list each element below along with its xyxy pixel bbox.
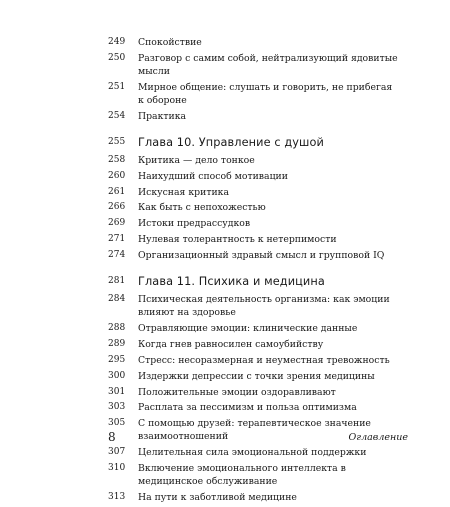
toc-page-number: 301 xyxy=(108,386,126,397)
toc-page-number: 251 xyxy=(108,81,126,92)
toc-page-number: 300 xyxy=(108,370,126,381)
toc-page-number: 269 xyxy=(108,218,126,229)
toc-entry xyxy=(108,386,408,399)
folio-page-number: 8 xyxy=(108,430,116,444)
toc-page-number: 254 xyxy=(108,110,126,121)
chapter-heading xyxy=(108,136,408,149)
toc-entry xyxy=(108,401,408,414)
toc-page-number: 266 xyxy=(108,202,126,213)
toc-entry-title: Издержки депрессии с точки зрения медицины xyxy=(138,370,375,382)
toc-page-number: 305 xyxy=(108,418,126,429)
toc-page-number: 313 xyxy=(108,491,126,502)
section-gap xyxy=(108,125,408,136)
toc-entry xyxy=(108,81,408,107)
running-footer-section: Оглавление xyxy=(348,432,408,443)
toc-entry xyxy=(108,217,408,230)
toc-entry-title: Истоки предрассудков xyxy=(138,218,251,230)
toc-page-number: 274 xyxy=(108,249,126,260)
toc-entry xyxy=(108,462,408,488)
toc-page-number: 295 xyxy=(108,354,126,365)
toc-entry-title: Наихудший способ мотивации xyxy=(138,170,288,182)
toc-entry xyxy=(108,154,408,167)
toc-entry xyxy=(108,293,408,319)
toc-page-number: 289 xyxy=(108,338,126,349)
toc-entry xyxy=(108,338,408,351)
toc-entry-title: Включение эмоционального интеллекта в медицинское обслуживание xyxy=(138,462,346,487)
toc-entry-title: Мирное общение: слушать и говорить, не прибегая к обороне xyxy=(138,81,393,106)
toc-page-number: 284 xyxy=(108,294,126,305)
toc-entry-title: Стресс: несоразмерная и неуместная тревожность xyxy=(138,354,390,366)
toc-entry xyxy=(108,201,408,214)
toc-entry-title: Организационный здравый смысл и групповой IQ xyxy=(138,249,385,261)
toc-entry-title: На пути к заботливой медицине xyxy=(138,491,297,503)
toc-entry xyxy=(108,249,408,262)
toc-page-number: 249 xyxy=(108,37,126,47)
toc-page-number: 271 xyxy=(108,234,126,245)
toc-page-number: 310 xyxy=(108,462,126,473)
toc-entry-title: Спокойствие xyxy=(138,37,202,48)
toc-page-number: 261 xyxy=(108,186,126,197)
toc-entry xyxy=(108,491,408,504)
chapter-page-number: 281 xyxy=(108,276,126,287)
toc-entry xyxy=(108,52,408,78)
toc-entry xyxy=(108,354,408,367)
toc-entry-title: Как быть с непохожестью xyxy=(138,202,266,214)
toc-entry xyxy=(108,170,408,183)
chapter-heading xyxy=(108,275,408,288)
toc-entry-title: Критика — дело тонкое xyxy=(138,154,255,166)
toc-entry-title: Практика xyxy=(138,110,187,122)
chapter-title: Глава 11. Психика и медицина xyxy=(138,275,325,289)
toc-entry xyxy=(108,446,408,459)
toc-entry xyxy=(108,36,408,49)
toc-page-number: 307 xyxy=(108,447,126,458)
toc-entry xyxy=(108,186,408,199)
toc-entry-title: Отравляющие эмоции: клинические данные xyxy=(138,323,358,335)
toc-entry-title: С помощью друзей: терапевтическое значение взаимоотношений xyxy=(138,418,371,443)
toc-page-number: 260 xyxy=(108,170,126,181)
chapter-title: Глава 10. Управление с душой xyxy=(138,135,324,149)
section-gap xyxy=(108,265,408,276)
toc-entry-title: Нулевая толерантность к нетерпимости xyxy=(138,234,337,246)
toc-page-number: 288 xyxy=(108,323,126,334)
toc-entry-title: Когда гнев равносилен самоубийству xyxy=(138,338,324,350)
toc-page-number: 303 xyxy=(108,402,126,413)
toc-entry-title: Положительные эмоции оздоравливают xyxy=(138,386,336,398)
toc-entry-title: Расплата за пессимизм и польза оптимизма xyxy=(138,402,357,414)
chapter-page-number: 255 xyxy=(108,136,126,147)
toc-entry-title: Психическая деятельность организма: как эмоции влияют на здоровье xyxy=(138,294,390,319)
toc-page-number: 250 xyxy=(108,52,126,63)
toc-entry-title: Разговор с самим собой, нейтрализующий ядовитые мысли xyxy=(138,52,398,77)
toc-entry xyxy=(108,110,408,123)
toc-entry-title: Искусная критика xyxy=(138,186,230,198)
toc-entry xyxy=(108,370,408,383)
toc-page-number: 258 xyxy=(108,154,126,165)
toc-entry xyxy=(108,322,408,335)
toc-entry-title: Целительная сила эмоциональной поддержки xyxy=(138,447,367,459)
toc-entry xyxy=(108,233,408,246)
